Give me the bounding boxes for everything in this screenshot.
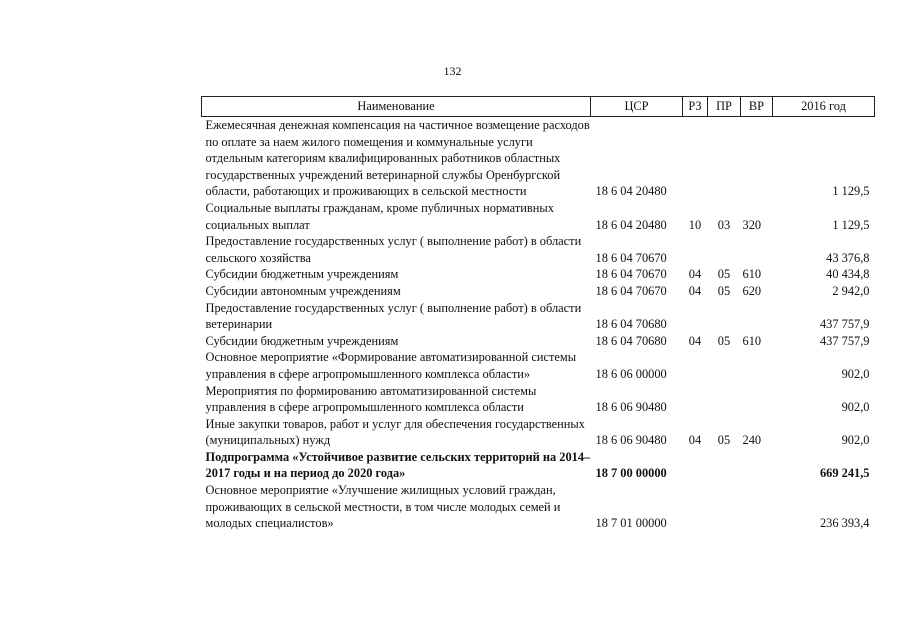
table-row — [202, 283, 875, 300]
row-pr — [708, 233, 741, 266]
table-row — [202, 333, 875, 350]
row-name: Субсидии автономным учреждениям — [205, 283, 401, 298]
row-pr — [708, 482, 741, 532]
row-amount: 2 942,0 — [832, 283, 870, 298]
row-pr — [708, 449, 741, 482]
row-pr: 03 — [717, 217, 731, 232]
row-vr: 610 — [742, 267, 762, 282]
row-name: Подпрограмма «Устойчивое развитие сельских территорий на 2014–2017 годы и на период до 2020 года» — [205, 449, 591, 481]
row-rz — [683, 117, 708, 200]
table-row — [202, 117, 875, 200]
row-rz — [683, 233, 708, 266]
row-rz: 04 — [688, 267, 702, 282]
row-csr: 18 7 00 00000 — [595, 466, 667, 481]
row-amount: 902,0 — [841, 433, 870, 448]
row-name: Субсидии бюджетным учреждениям — [205, 267, 399, 282]
row-vr — [741, 233, 773, 266]
row-pr: 05 — [717, 267, 731, 282]
row-vr: 610 — [742, 333, 762, 348]
row-amount: 1 129,5 — [832, 217, 870, 232]
header-rz: РЗ — [683, 97, 708, 117]
table-row — [202, 266, 875, 283]
header-pr: ПР — [708, 97, 741, 117]
header-vr: ВР — [741, 97, 773, 117]
row-pr: 05 — [717, 333, 731, 348]
row-rz — [683, 482, 708, 532]
row-name: Основное мероприятие «Формирование автоматизированной системы управления в сфере агропромышленного комплекса области» — [205, 350, 577, 381]
table-body — [202, 117, 875, 532]
row-vr: 320 — [742, 217, 762, 232]
table-row — [202, 300, 875, 333]
row-csr: 18 6 06 00000 — [595, 366, 667, 381]
row-amount: 437 757,9 — [819, 333, 870, 348]
row-amount: 1 129,5 — [832, 184, 870, 199]
row-csr: 18 6 04 70670 — [595, 250, 667, 265]
table-row — [202, 349, 875, 382]
row-amount: 902,0 — [841, 366, 870, 381]
row-name: Социальные выплаты гражданам, кроме публичных нормативных социальных выплат — [205, 200, 554, 232]
row-csr: 18 6 04 70680 — [595, 317, 667, 332]
row-csr: 18 6 04 20480 — [595, 217, 667, 232]
row-vr — [741, 383, 773, 416]
budget-table — [201, 96, 875, 532]
row-pr: 05 — [717, 433, 731, 448]
row-amount: 437 757,9 — [819, 317, 870, 332]
row-vr: 620 — [742, 283, 762, 298]
row-vr — [741, 117, 773, 200]
row-rz: 04 — [688, 433, 702, 448]
row-rz — [683, 383, 708, 416]
row-csr: 18 6 04 70670 — [595, 267, 667, 282]
row-name: Предоставление государственных услуг ( выполнение работ) в области ветеринарии — [205, 300, 582, 332]
row-rz — [683, 449, 708, 482]
header-name: Наименование — [202, 97, 591, 117]
row-name: Субсидии бюджетным учреждениям — [205, 333, 399, 348]
page-number: 132 — [443, 64, 462, 78]
row-rz: 10 — [688, 217, 702, 232]
header-year: 2016 год — [773, 97, 875, 117]
row-vr — [741, 300, 773, 333]
row-rz — [683, 300, 708, 333]
row-amount: 236 393,4 — [819, 516, 870, 531]
row-vr — [741, 449, 773, 482]
row-csr: 18 7 01 00000 — [595, 516, 667, 531]
row-csr: 18 6 06 90480 — [595, 433, 667, 448]
table-header — [202, 97, 875, 117]
row-name: Предоставление государственных услуг ( выполнение работ) в области сельского хозяйства — [205, 234, 582, 265]
row-vr: 240 — [742, 433, 762, 448]
table-row — [202, 482, 875, 532]
row-amount: 669 241,5 — [819, 466, 870, 481]
row-name: Ежемесячная денежная компенсация на частичное возмещение расходов по оплате за наем жилого помещения и коммунальные услуги отдельным категориям квалифицированных работников областных государственных учреждений ветеринарной службы Оренбургской области, работающих и проживающих в сельской местности — [205, 118, 590, 199]
row-rz: 04 — [688, 283, 702, 298]
row-csr: 18 6 04 20480 — [595, 184, 667, 199]
header-csr: ЦСР — [591, 97, 683, 117]
table-row — [202, 416, 875, 449]
row-pr: 05 — [717, 283, 731, 298]
row-name: Мероприятия по формированию автоматизированной системы управления в сфере агропромышленного комплекса области — [205, 383, 537, 415]
row-vr — [741, 349, 773, 382]
row-vr — [741, 482, 773, 532]
row-amount: 43 376,8 — [826, 250, 870, 265]
row-rz: 04 — [688, 333, 702, 348]
row-amount: 902,0 — [841, 400, 870, 415]
table-row — [202, 449, 875, 482]
table-row — [202, 383, 875, 416]
row-pr — [708, 383, 741, 416]
row-pr — [708, 117, 741, 200]
row-rz — [683, 349, 708, 382]
row-pr — [708, 300, 741, 333]
row-amount: 40 434,8 — [826, 267, 870, 282]
row-csr: 18 6 06 90480 — [595, 400, 667, 415]
row-csr: 18 6 04 70670 — [595, 283, 667, 298]
table-row — [202, 233, 875, 266]
row-pr — [708, 349, 741, 382]
table-row — [202, 200, 875, 233]
row-csr: 18 6 04 70680 — [595, 333, 667, 348]
row-name: Основное мероприятие «Улучшение жилищных условий граждан, проживающих в сельской местности, в том числе молодых семей и молодых специалистов» — [205, 483, 561, 531]
row-name: Иные закупки товаров, работ и услуг для обеспечения государственных (муниципальных) нужд — [205, 416, 585, 448]
